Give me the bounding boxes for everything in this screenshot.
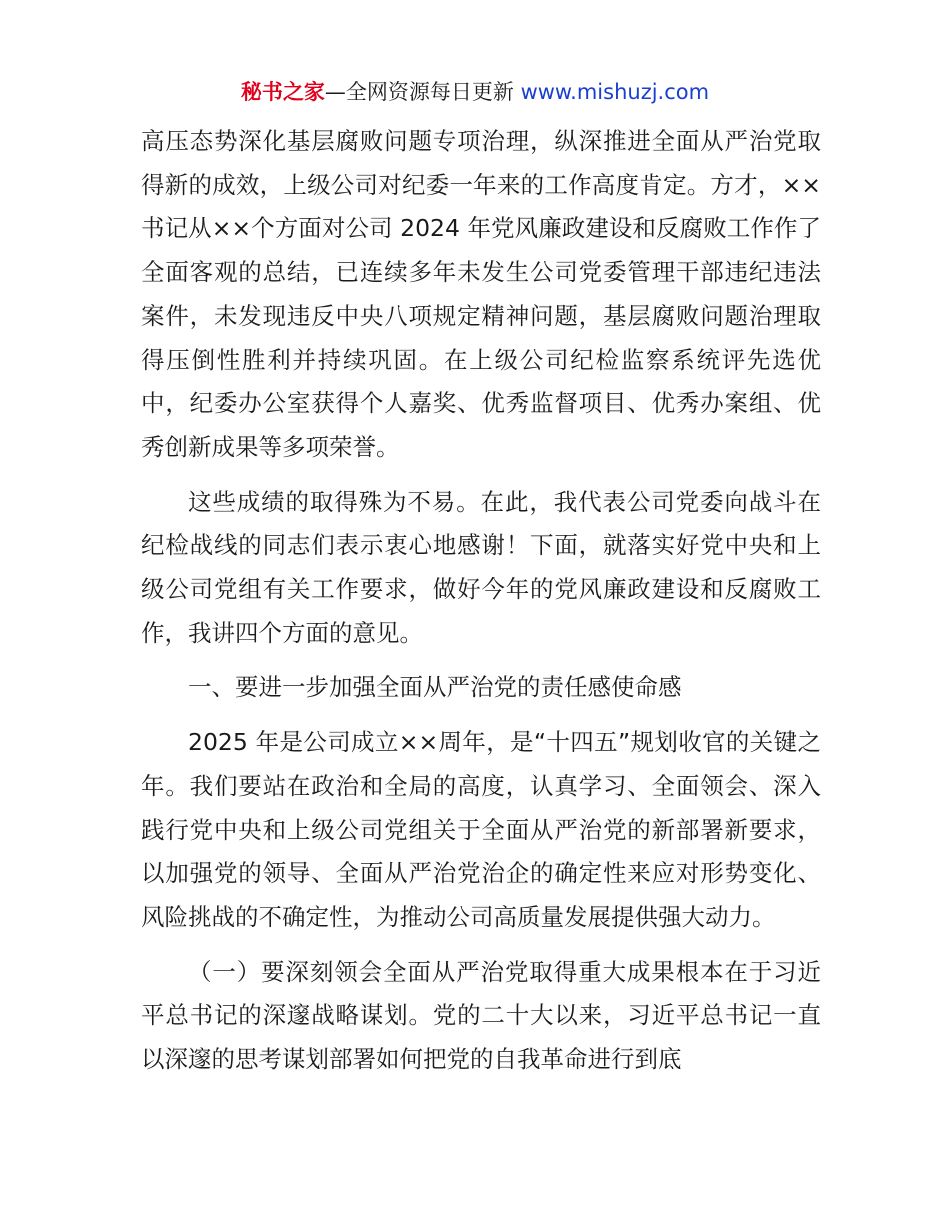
paragraph-achievements: 高压态势深化基层腐败问题专项治理，纵深推进全面从严治党取得新的成效，上级公司对纪委一年来的工作高度肯定。方才，××书记从××个方面对公司 2024 年党风廉政建设和反腐败工作作了全面客观的总结，已连续多年未发生公司党委管理干部违纪违法案件，未发现违反中央八项规定精神问题，基层腐败问题治理取得压倒性胜利并持续巩固。在上级公司纪检监察系统评先选优中，纪委办公室获得个人嘉奖、优秀监督项目、优秀办案组、优秀创新成果等多项荣誉。	[141, 127, 821, 461]
site-url-link[interactable]: www.mishuzj.com	[520, 80, 710, 104]
document-body	[141, 120, 821, 1082]
subsection-heading-1: （一）要深刻领会全面从严治党取得重大成果根本在于习近平总书记的深邃战略谋划。党的二十大以来，习近平总书记一直以深邃的思考谋划部署如何把党的自我革命进行到底	[141, 957, 821, 1074]
site-brand: 秘书之家	[240, 80, 325, 104]
paragraph-gratitude: 这些成绩的取得殊为不易。在此，我代表公司党委向战斗在纪检战线的同志们表示衷心地感谢！下面，就落实好党中央和上级公司党组有关工作要求，做好今年的党风廉政建设和反腐败工作，我讲四个方面的意见。	[141, 487, 821, 647]
paragraph-2025-outlook: 2025 年是公司成立××周年，是“十四五”规划收官的关键之年。我们要站在政治和全局的高度，认真学习、全面领会、深入践行党中央和上级公司党组关于全面从严治党的新部署新要求，以加强党的领导、全面从严治党治企的确定性来应对形势变化、风险挑战的不确定性，为推动公司高质量发展提供强大动力。	[141, 728, 821, 931]
site-tagline: —全网资源每日更新	[324, 80, 521, 104]
section-heading-1: 一、要进一步加强全面从严治党的责任感使命感	[188, 673, 682, 702]
page-header	[0, 76, 950, 108]
